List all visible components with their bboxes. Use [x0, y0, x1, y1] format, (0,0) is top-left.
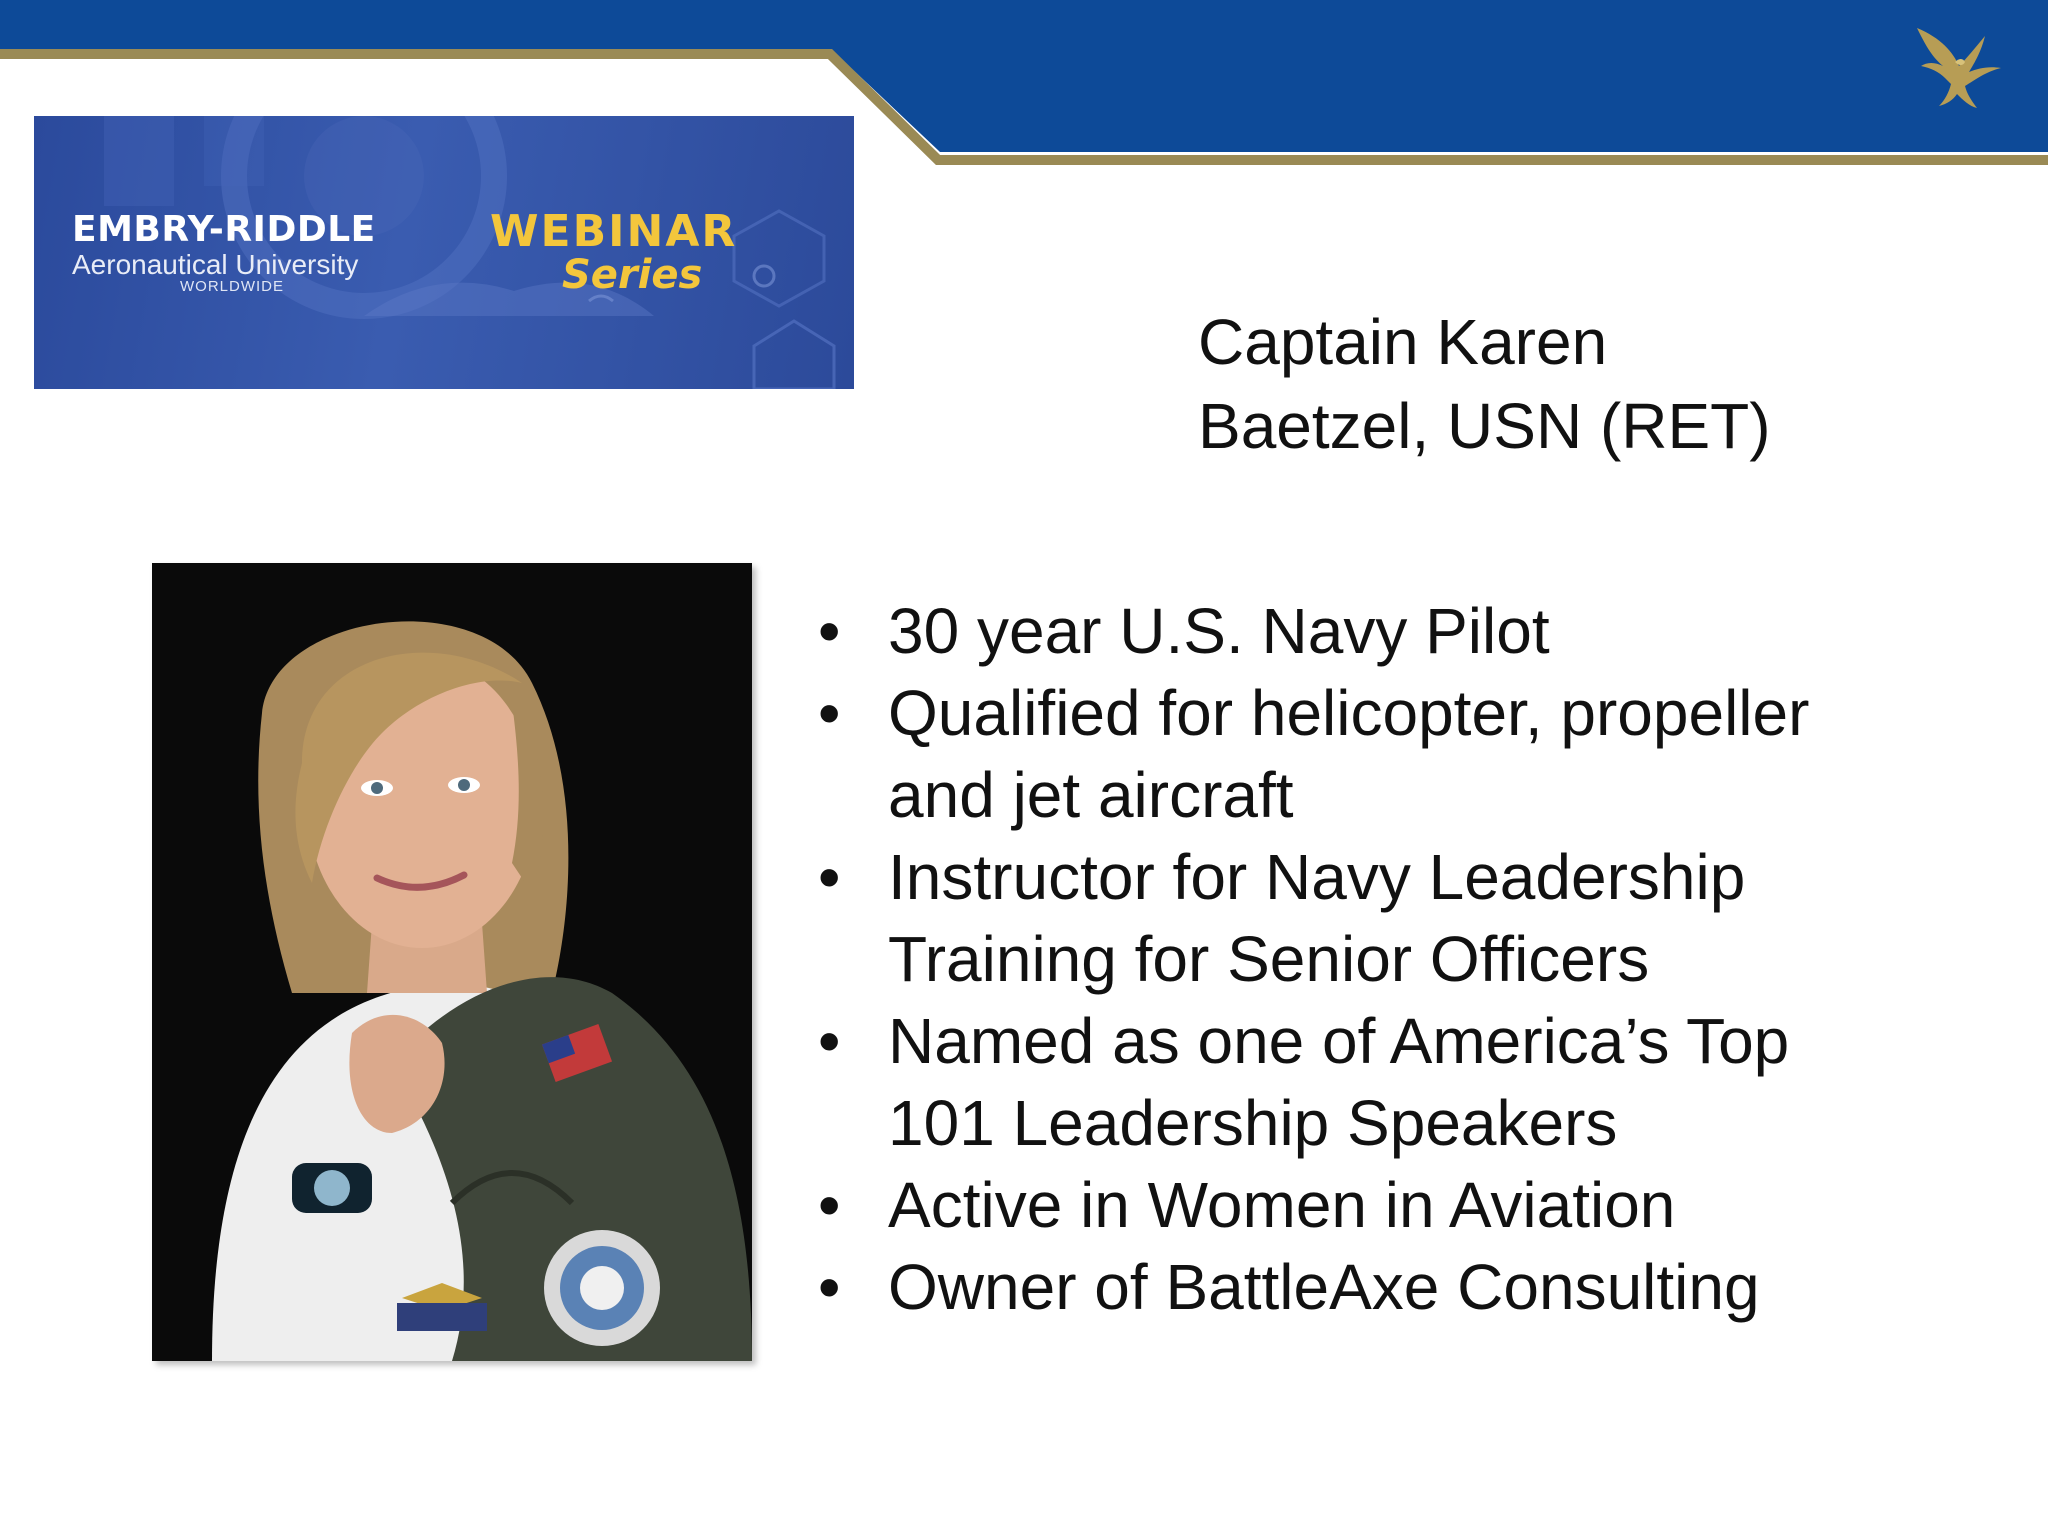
speaker-name-line-1: Captain Karen [1198, 306, 1608, 378]
bio-item-text: Training for Senior Officers [888, 923, 1650, 995]
bio-item-text: Active in Women in Aviation [888, 1169, 1676, 1241]
bullet-marker: • [818, 595, 841, 667]
bio-item-text: Owner of BattleAxe Consulting [888, 1251, 1760, 1323]
bullet-marker: • [818, 677, 841, 749]
bio-item-text: Instructor for Navy Leadership [888, 841, 1746, 913]
portrait-illustration [152, 563, 752, 1361]
bio-item-text: 101 Leadership Speakers [888, 1087, 1618, 1159]
bio-item [818, 1246, 1978, 1328]
bio-item [818, 590, 1978, 672]
bio-item-text: and jet aircraft [888, 759, 1294, 831]
speaker-portrait [152, 563, 752, 1361]
speaker-name [1198, 300, 1898, 468]
bullet-marker: • [818, 1169, 841, 1241]
eagle-icon [1905, 22, 2005, 130]
bio-item [818, 836, 1978, 1000]
banner-subtitle: Series [562, 252, 703, 298]
bio-list [818, 590, 1978, 1328]
banner-org-name: EMBRY-RIDDLE [72, 209, 376, 250]
bullet-marker: • [818, 1251, 841, 1323]
banner-org-subtitle: Aeronautical University [72, 249, 359, 280]
banner-title: WEBINAR [490, 206, 738, 257]
bullet-marker: • [818, 1005, 841, 1077]
bio-item-text: Named as one of America’s Top [888, 1005, 1790, 1077]
bio-item [818, 1000, 1978, 1164]
bullet-marker: • [818, 841, 841, 913]
bio-item [818, 672, 1978, 836]
speaker-name-line-2: Baetzel, USN (RET) [1198, 390, 1771, 462]
webinar-banner [34, 116, 854, 389]
bio-item-text: Qualified for helicopter, propeller [888, 677, 1810, 749]
banner-org-campus: WORLDWIDE [180, 278, 284, 295]
bio-item [818, 1164, 1978, 1246]
bio-item-text: 30 year U.S. Navy Pilot [888, 595, 1550, 667]
